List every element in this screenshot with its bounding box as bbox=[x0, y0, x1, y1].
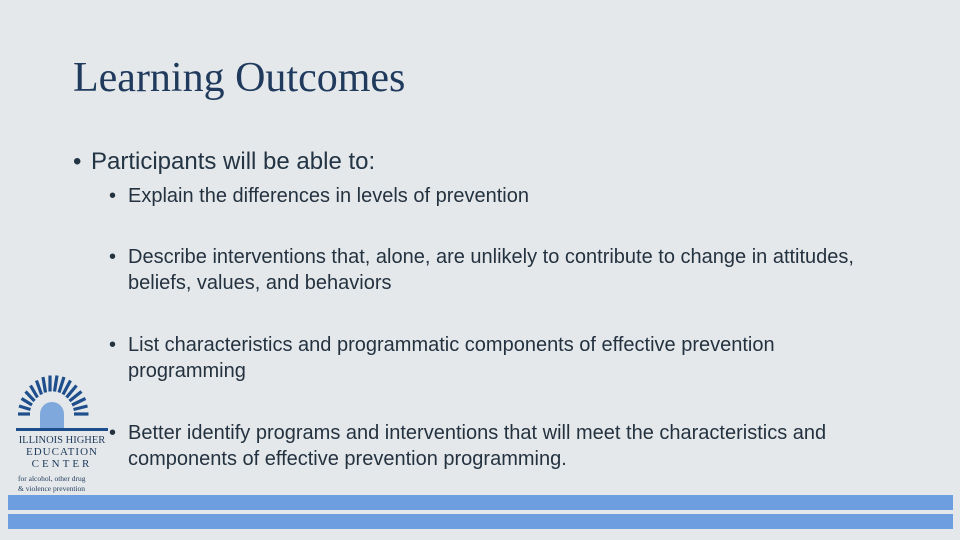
outcome-text: Describe interventions that, alone, are unlikely to contribute to change in attitudes, beliefs, values, and behaviors bbox=[128, 246, 854, 294]
outcome-text: Explain the differences in levels of prevention bbox=[128, 185, 529, 207]
logo-line-1: ILLINOIS HIGHER bbox=[18, 435, 106, 446]
logo-tagline-1: for alcohol, other drug bbox=[18, 474, 86, 483]
outcome-item-3 bbox=[109, 332, 889, 384]
outcome-text: List characteristics and programmatic components of effective prevention programming bbox=[128, 334, 775, 382]
footer-accent-bar-bottom bbox=[8, 514, 953, 529]
logo-line-2: EDUCATION bbox=[26, 446, 98, 458]
intro-text: Participants will be able to: bbox=[91, 148, 376, 175]
slide-title: Learning Outcomes bbox=[73, 55, 406, 101]
bullet-marker: • bbox=[109, 422, 117, 444]
outcome-item-2 bbox=[109, 244, 889, 296]
intro-bullet bbox=[73, 148, 375, 176]
illinois-higher-education-center-logo bbox=[14, 370, 110, 494]
sunburst-icon bbox=[16, 376, 108, 432]
logo-tagline-2: & violence prevention bbox=[18, 484, 86, 493]
logo-line-3: CENTER bbox=[31, 458, 93, 470]
bullet-marker: • bbox=[109, 246, 117, 268]
bullet-marker: • bbox=[73, 148, 82, 175]
footer-accent-bar-top bbox=[8, 495, 953, 510]
outcome-text: Better identify programs and interventions that will meet the characteristics and components of effective prevention programming. bbox=[128, 422, 827, 470]
bullet-marker: • bbox=[109, 334, 117, 356]
bullet-marker: • bbox=[109, 185, 117, 207]
outcome-item-4 bbox=[109, 420, 889, 472]
outcome-item-1 bbox=[109, 183, 889, 209]
